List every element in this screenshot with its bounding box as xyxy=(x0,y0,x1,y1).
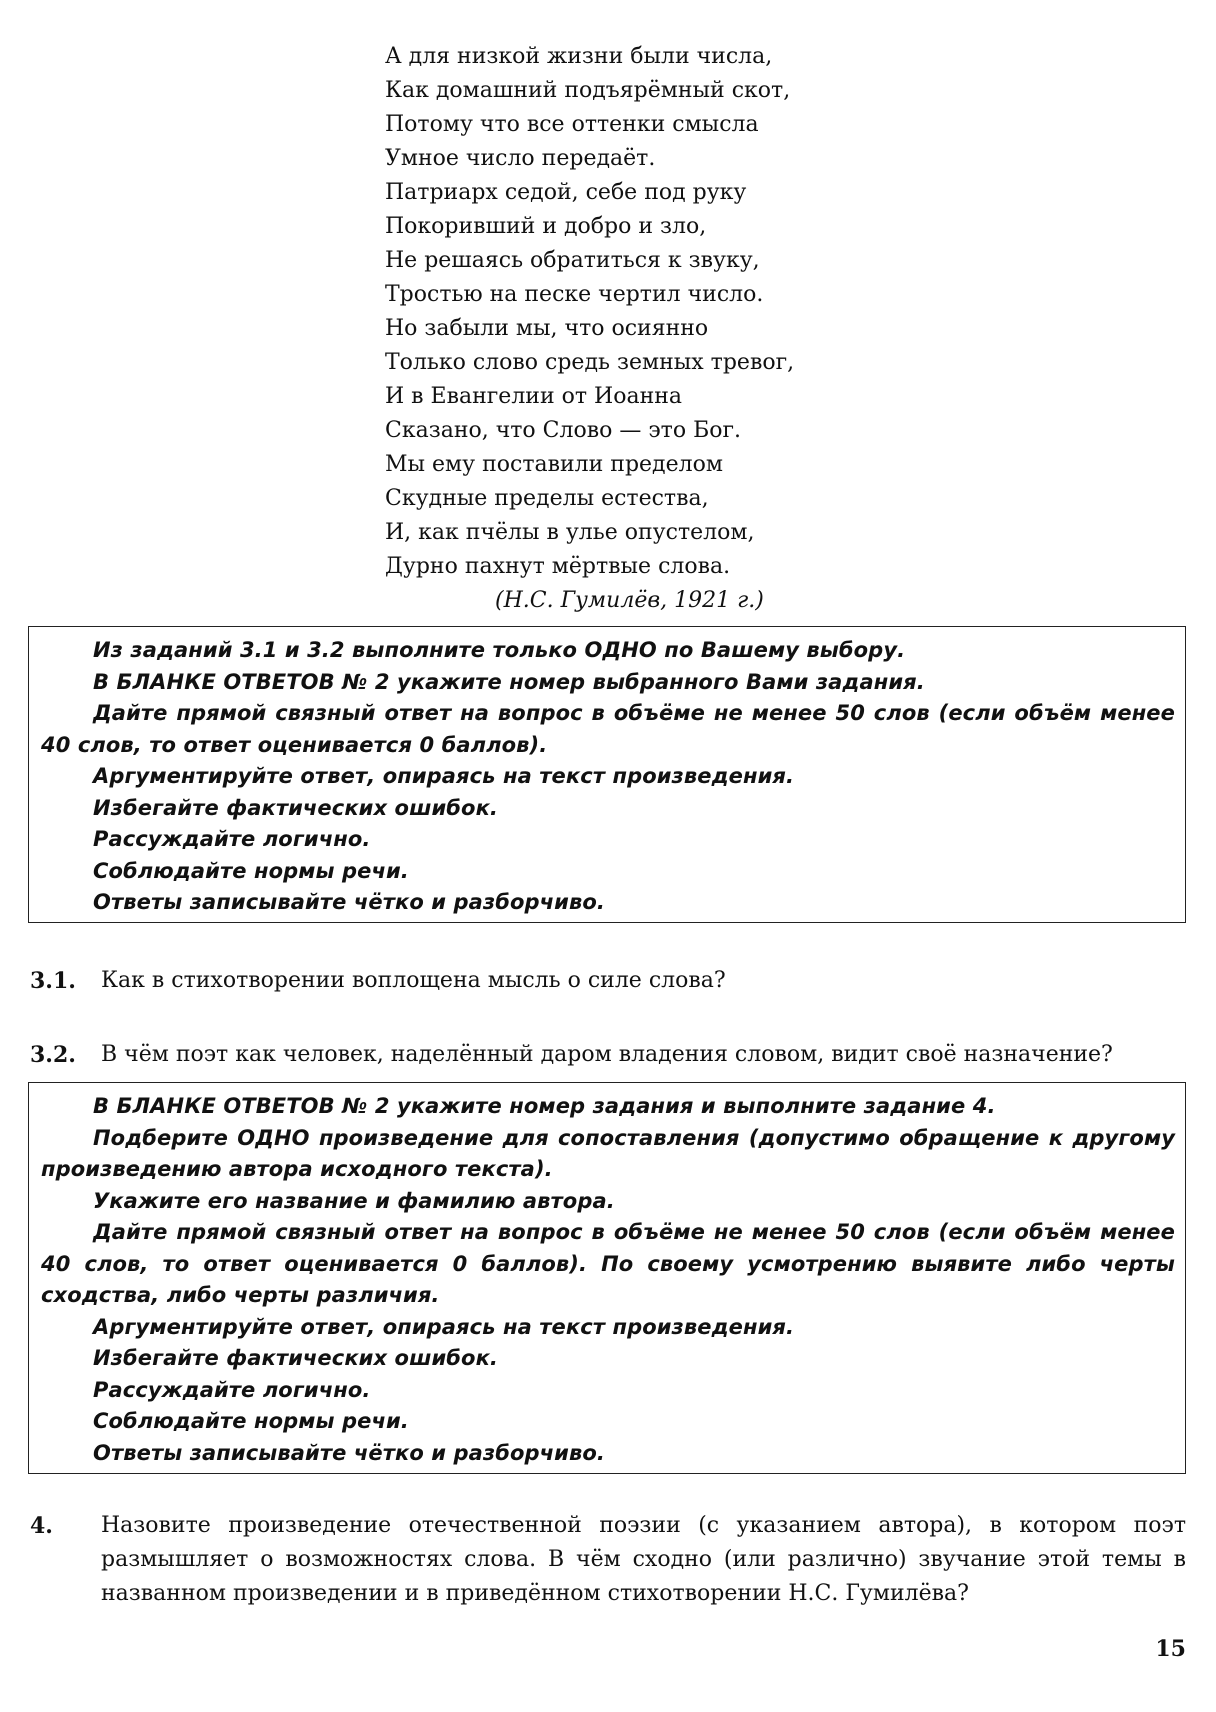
poem-line: Умное число передаёт. xyxy=(385,146,656,171)
poem-line: Сказано, что Слово — это Бог. xyxy=(385,418,741,443)
task-question: Назовите произведение отечественной поэзии (с указанием автора), в котором поэт размышляет о возможностях слова. В чём сходно (или различно) звучание этой темы в названном произведении и в приведённом стихотворении Н.С. Гумилёва? xyxy=(101,1513,1186,1606)
poem-line: Потому что все оттенки смысла xyxy=(385,112,759,137)
instruction-line: В БЛАНКЕ ОТВЕТОВ № 2 укажите номер выбранного Вами задания. xyxy=(93,669,925,694)
poem-line: Не решаясь обратиться к звуку, xyxy=(385,248,760,273)
task-4 xyxy=(30,1509,1186,1611)
instruction-line: Избегайте фактических ошибок. xyxy=(93,1346,499,1370)
poem-line: И в Евангелии от Иоанна xyxy=(385,384,683,409)
instructions-box-tasks-3 xyxy=(28,626,1186,923)
instruction-line: Соблюдайте нормы речи. xyxy=(93,858,409,883)
instruction-line: Дайте прямой связный ответ на вопрос в объёме не менее 50 слов (если объём менее 40 слов, то ответ оценивается 0 баллов). По своему усмотрению выявите либо черты сходства, либо черты различия. xyxy=(41,1220,1175,1307)
poem-line: Тростью на песке чертил число. xyxy=(385,282,764,307)
poem-attribution: (Н.С. Гумилёв, 1921 г.) xyxy=(495,588,764,613)
task-3-2 xyxy=(30,1038,1186,1072)
task-question: Как в стихотворении воплощена мысль о силе слова? xyxy=(101,968,726,993)
poem-line: Мы ему поставили пределом xyxy=(385,452,723,477)
poem-line: Покоривший и добро и зло, xyxy=(385,214,707,239)
task-question: В чём поэт как человек, наделённый даром владения словом, видит своё назначение? xyxy=(101,1042,1113,1067)
instruction-line: Избегайте фактических ошибок. xyxy=(93,795,499,820)
instruction-line: Ответы записывайте чётко и разборчиво. xyxy=(93,890,605,914)
instruction-line: Рассуждайте логично. xyxy=(93,827,371,851)
instruction-line: Дайте прямой связный ответ на вопрос в объёме не менее 50 слов (если объём менее 40 слов, то ответ оценивается 0 баллов). xyxy=(41,701,1175,757)
task-number: 3.1. xyxy=(30,968,76,994)
instruction-line: Аргументируйте ответ, опираясь на текст произведения. xyxy=(93,1314,795,1339)
task-3-1 xyxy=(30,964,1186,998)
instruction-line: В БЛАНКЕ ОТВЕТОВ № 2 укажите номер задания и выполните задание 4. xyxy=(93,1094,996,1118)
poem xyxy=(385,40,905,618)
poem-line: Как домашний подъярёмный скот, xyxy=(385,78,791,103)
instruction-line: Подберите ОДНО произведение для сопоставления (допустимо обращение к другому произведению автора исходного текста). xyxy=(41,1125,1175,1181)
instruction-line: Соблюдайте нормы речи. xyxy=(93,1409,409,1433)
page-number: 15 xyxy=(1155,1636,1186,1662)
poem-line: Дурно пахнут мёртвые слова. xyxy=(385,554,731,579)
poem-line: Скудные пределы естества, xyxy=(385,486,709,511)
task-number: 3.2. xyxy=(30,1042,76,1068)
instruction-line: Укажите его название и фамилию автора. xyxy=(93,1188,615,1213)
instruction-line: Из заданий 3.1 и 3.2 выполните только ОДНО по Вашему выбору. xyxy=(93,638,906,662)
poem-line: Только слово средь земных тревог, xyxy=(385,350,795,375)
instructions-box-task-4 xyxy=(28,1082,1186,1474)
poem-line: А для низкой жизни были числа, xyxy=(385,44,773,69)
poem-line: Патриарх седой, себе под руку xyxy=(385,180,747,205)
instruction-line: Аргументируйте ответ, опираясь на текст произведения. xyxy=(93,764,795,788)
poem-line: Но забыли мы, что осиянно xyxy=(385,316,709,341)
task-number: 4. xyxy=(30,1513,53,1539)
instruction-line: Ответы записывайте чётко и разборчиво. xyxy=(93,1440,605,1465)
poem-line: И, как пчёлы в улье опустелом, xyxy=(385,520,755,545)
instruction-line: Рассуждайте логично. xyxy=(93,1377,371,1402)
